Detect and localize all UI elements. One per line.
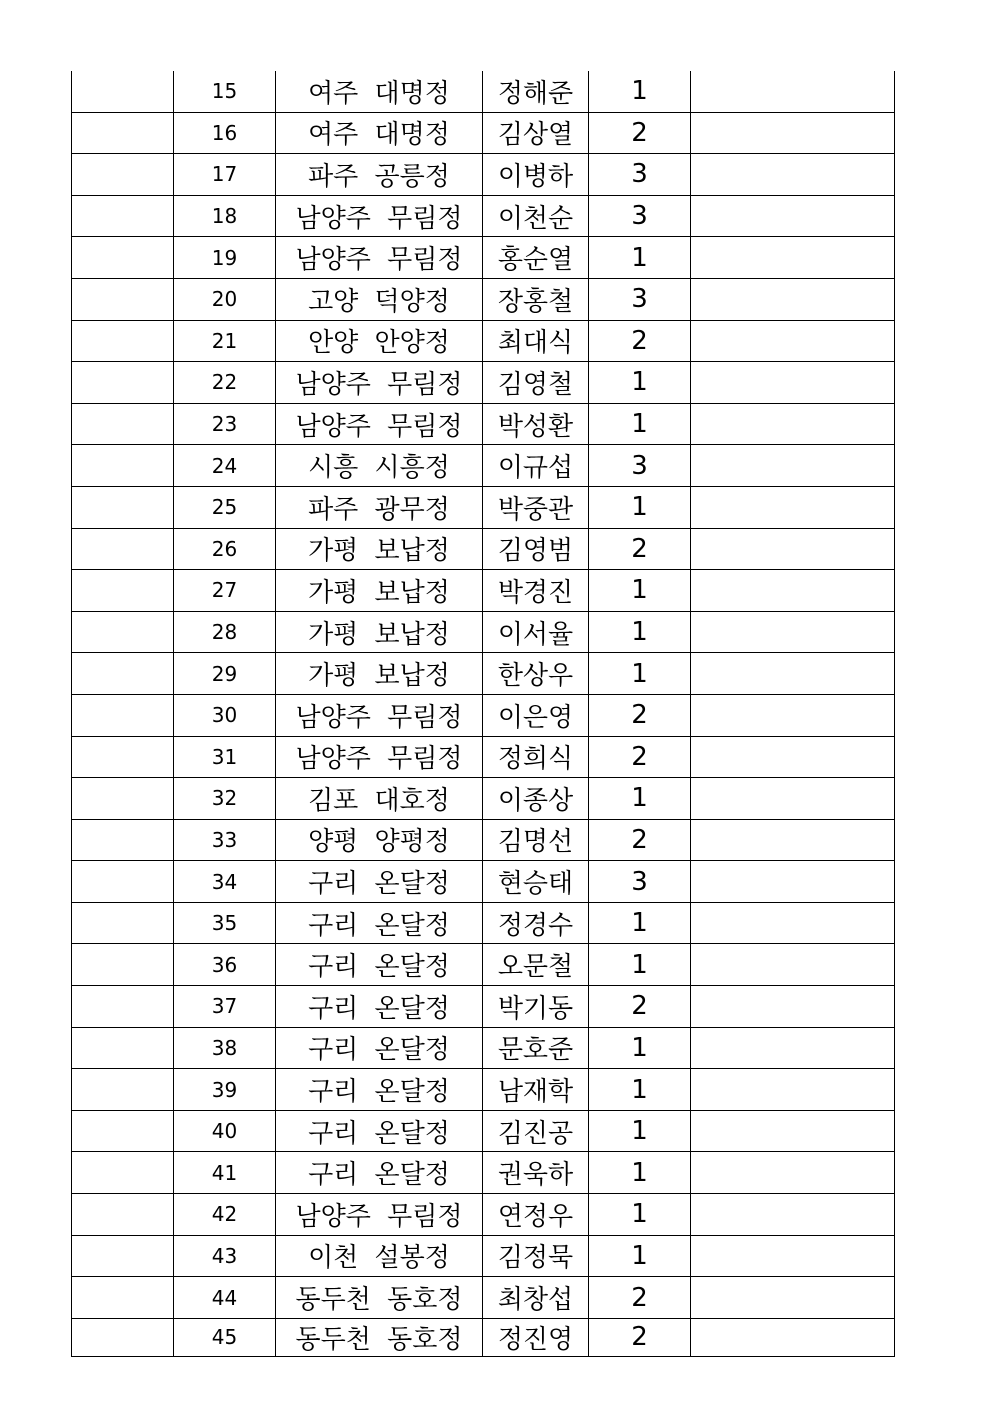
table-row [72,778,895,820]
name-cell: 이천순 [483,195,589,237]
table-row [72,528,895,570]
row-number-cell: 29 [174,653,276,695]
row-number-cell: 27 [174,570,276,612]
team-cell: 가평 보납정 [276,653,483,695]
remarks-cell [691,445,895,487]
table-row [72,944,895,986]
remarks-cell [691,112,895,154]
blank-cell [72,986,174,1028]
team-cell: 구리 온달정 [276,944,483,986]
blank-cell [72,237,174,279]
blank-cell [72,1152,174,1194]
count-cell: 2 [589,819,691,861]
blank-cell [72,1110,174,1152]
row-number-cell: 40 [174,1110,276,1152]
blank-cell [72,819,174,861]
table-row [72,278,895,320]
count-cell: 2 [589,528,691,570]
remarks-cell [691,1277,895,1319]
count-cell: 1 [589,1069,691,1111]
remarks-cell [691,570,895,612]
name-cell: 최창섭 [483,1277,589,1319]
blank-cell [72,611,174,653]
count-cell: 2 [589,1318,691,1356]
row-number-cell: 38 [174,1027,276,1069]
row-number-cell: 33 [174,819,276,861]
count-cell: 2 [589,986,691,1028]
remarks-cell [691,944,895,986]
team-cell: 안양 안양정 [276,320,483,362]
count-cell: 2 [589,736,691,778]
table-row [72,154,895,196]
name-cell: 최대식 [483,320,589,362]
blank-cell [72,403,174,445]
row-number-cell: 43 [174,1235,276,1277]
count-cell: 1 [589,944,691,986]
row-number-cell: 30 [174,694,276,736]
remarks-cell [691,362,895,404]
remarks-cell [691,1069,895,1111]
count-cell: 1 [589,362,691,404]
team-cell: 남양주 무림정 [276,237,483,279]
count-cell: 2 [589,1277,691,1319]
name-cell: 김영철 [483,362,589,404]
row-number-cell: 32 [174,778,276,820]
team-cell: 김포 대호정 [276,778,483,820]
team-cell: 고양 덕양정 [276,278,483,320]
table-row [72,1235,895,1277]
remarks-cell [691,736,895,778]
count-cell: 1 [589,1027,691,1069]
name-cell: 이서율 [483,611,589,653]
table-row [72,986,895,1028]
remarks-cell [691,237,895,279]
row-number-cell: 35 [174,902,276,944]
team-cell: 동두천 동호정 [276,1277,483,1319]
blank-cell [72,71,174,112]
team-cell: 파주 공릉정 [276,154,483,196]
team-cell: 남양주 무림정 [276,403,483,445]
remarks-cell [691,154,895,196]
table-row [72,1318,895,1356]
count-cell: 1 [589,1152,691,1194]
count-cell: 3 [589,445,691,487]
remarks-cell [691,528,895,570]
row-number-cell: 36 [174,944,276,986]
team-cell: 가평 보납정 [276,570,483,612]
row-number-cell: 16 [174,112,276,154]
team-cell: 구리 온달정 [276,1027,483,1069]
row-number-cell: 25 [174,486,276,528]
row-number-cell: 31 [174,736,276,778]
count-cell: 1 [589,778,691,820]
table-row [72,486,895,528]
blank-cell [72,1027,174,1069]
blank-cell [72,1277,174,1319]
name-cell: 장홍철 [483,278,589,320]
table-row [72,819,895,861]
count-cell: 1 [589,403,691,445]
name-cell: 박기동 [483,986,589,1028]
blank-cell [72,902,174,944]
count-cell: 1 [589,486,691,528]
table-row [72,1027,895,1069]
team-cell: 남양주 무림정 [276,736,483,778]
row-number-cell: 18 [174,195,276,237]
count-cell: 1 [589,1235,691,1277]
team-cell: 구리 온달정 [276,861,483,903]
team-cell: 이천 설봉정 [276,1235,483,1277]
team-cell: 구리 온달정 [276,986,483,1028]
team-cell: 남양주 무림정 [276,362,483,404]
row-number-cell: 42 [174,1194,276,1236]
remarks-cell [691,195,895,237]
name-cell: 김상열 [483,112,589,154]
name-cell: 김영범 [483,528,589,570]
remarks-cell [691,1152,895,1194]
table-row [72,112,895,154]
row-number-cell: 19 [174,237,276,279]
remarks-cell [691,486,895,528]
table-row [72,1152,895,1194]
row-number-cell: 23 [174,403,276,445]
name-cell: 이병하 [483,154,589,196]
row-number-cell: 17 [174,154,276,196]
remarks-cell [691,71,895,112]
remarks-cell [691,403,895,445]
blank-cell [72,1194,174,1236]
table-row [72,445,895,487]
name-cell: 정진영 [483,1318,589,1356]
name-cell: 정희식 [483,736,589,778]
name-cell: 박성환 [483,403,589,445]
row-number-cell: 39 [174,1069,276,1111]
count-cell: 1 [589,1110,691,1152]
table-row [72,902,895,944]
name-cell: 김정묵 [483,1235,589,1277]
remarks-cell [691,819,895,861]
name-cell: 김명선 [483,819,589,861]
remarks-cell [691,778,895,820]
count-cell: 1 [589,570,691,612]
row-number-cell: 45 [174,1318,276,1356]
name-cell: 정경수 [483,902,589,944]
remarks-cell [691,1027,895,1069]
team-cell: 동두천 동호정 [276,1318,483,1356]
blank-cell [72,362,174,404]
remarks-cell [691,861,895,903]
count-cell: 1 [589,1194,691,1236]
team-cell: 남양주 무림정 [276,694,483,736]
table-row [72,71,895,112]
row-number-cell: 24 [174,445,276,487]
remarks-cell [691,278,895,320]
table-row [72,570,895,612]
table-row [72,611,895,653]
name-cell: 남재학 [483,1069,589,1111]
name-cell: 이규섭 [483,445,589,487]
table-row [72,403,895,445]
team-cell: 여주 대명정 [276,71,483,112]
table-row [72,694,895,736]
name-cell: 이종상 [483,778,589,820]
row-number-cell: 37 [174,986,276,1028]
row-number-cell: 41 [174,1152,276,1194]
table-row [72,1277,895,1319]
remarks-cell [691,1235,895,1277]
blank-cell [72,653,174,695]
table-row [72,1194,895,1236]
count-cell: 1 [589,611,691,653]
blank-cell [72,1069,174,1111]
table-row [72,362,895,404]
team-cell: 시흥 시흥정 [276,445,483,487]
row-number-cell: 20 [174,278,276,320]
count-cell: 3 [589,195,691,237]
row-number-cell: 21 [174,320,276,362]
remarks-cell [691,653,895,695]
count-cell: 1 [589,653,691,695]
name-cell: 오문철 [483,944,589,986]
count-cell: 1 [589,237,691,279]
remarks-cell [691,986,895,1028]
count-cell: 3 [589,154,691,196]
blank-cell [72,1235,174,1277]
roster-table-body [72,71,895,1356]
blank-cell [72,736,174,778]
count-cell: 2 [589,320,691,362]
table-row [72,1069,895,1111]
remarks-cell [691,1194,895,1236]
blank-cell [72,861,174,903]
name-cell: 문호준 [483,1027,589,1069]
team-cell: 구리 온달정 [276,902,483,944]
name-cell: 연정우 [483,1194,589,1236]
roster-table [71,71,895,1357]
blank-cell [72,528,174,570]
team-cell: 남양주 무림정 [276,1194,483,1236]
row-number-cell: 22 [174,362,276,404]
blank-cell [72,486,174,528]
remarks-cell [691,1110,895,1152]
blank-cell [72,154,174,196]
team-cell: 양평 양평정 [276,819,483,861]
table-row [72,736,895,778]
blank-cell [72,195,174,237]
name-cell: 한상우 [483,653,589,695]
row-number-cell: 15 [174,71,276,112]
count-cell: 2 [589,112,691,154]
name-cell: 이은영 [483,694,589,736]
row-number-cell: 34 [174,861,276,903]
blank-cell [72,570,174,612]
table-row [72,195,895,237]
count-cell: 3 [589,278,691,320]
roster-table-container [71,71,894,1357]
remarks-cell [691,611,895,653]
team-cell: 구리 온달정 [276,1152,483,1194]
table-row [72,653,895,695]
blank-cell [72,1318,174,1356]
remarks-cell [691,1318,895,1356]
name-cell: 권욱하 [483,1152,589,1194]
blank-cell [72,278,174,320]
blank-cell [72,778,174,820]
blank-cell [72,320,174,362]
team-cell: 여주 대명정 [276,112,483,154]
team-cell: 구리 온달정 [276,1110,483,1152]
table-row [72,1110,895,1152]
name-cell: 정해준 [483,71,589,112]
blank-cell [72,445,174,487]
name-cell: 박중관 [483,486,589,528]
remarks-cell [691,694,895,736]
blank-cell [72,944,174,986]
team-cell: 파주 광무정 [276,486,483,528]
remarks-cell [691,902,895,944]
row-number-cell: 28 [174,611,276,653]
team-cell: 가평 보납정 [276,611,483,653]
remarks-cell [691,320,895,362]
count-cell: 3 [589,861,691,903]
name-cell: 홍순열 [483,237,589,279]
row-number-cell: 26 [174,528,276,570]
row-number-cell: 44 [174,1277,276,1319]
name-cell: 박경진 [483,570,589,612]
count-cell: 1 [589,902,691,944]
blank-cell [72,694,174,736]
count-cell: 1 [589,71,691,112]
table-row [72,237,895,279]
table-row [72,861,895,903]
count-cell: 2 [589,694,691,736]
name-cell: 김진공 [483,1110,589,1152]
team-cell: 가평 보납정 [276,528,483,570]
team-cell: 남양주 무림정 [276,195,483,237]
name-cell: 현승태 [483,861,589,903]
blank-cell [72,112,174,154]
team-cell: 구리 온달정 [276,1069,483,1111]
table-row [72,320,895,362]
